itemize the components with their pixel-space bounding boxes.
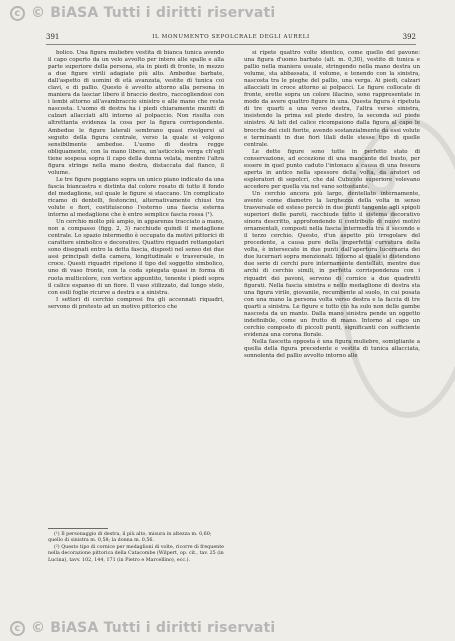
page-number-right: 392	[402, 33, 416, 41]
left-column	[48, 50, 224, 311]
right-column	[244, 50, 420, 360]
paragraph: bolico. Una figura muliebre vestita di bianca tunica avendo il capo coperto da un velo avvolto per intero alle spalle e alla parte superiore della persona, sta in piedi di fronte, in mezzo a due figure virili adagiate più alto. Ambedue barbate, dall'aspetto di uomini di età avanzata, vestite di tunica coi clavi, e di pallio. Questo è avvolto attorno alla persona in maniera da lasciar libero il braccio destro, raccogliendosi con i lembi attorno all'avambraccio sinistro e alle mano che resta nascosta. L'uomo di destra ha i piedi chiaramente muniti di calzari allacciati alti intorno al polpaccio. Non risulta con altrettanta evidenza la cosa per la figura corrispondente. Ambedue le figure laterali sembrano quasi rivolgersi al seguito della figura centrale, verso la quale si volgono sensibilmente ambedue. L'uomo di destra regge obliquamente, con la mano libera, un'asticciola verga ch'egli tiene sospesa sopra il capo della donna velata, mentre l'altra figura stringe nella mano destra, distaccata dal fianco, il volume.	[48, 50, 224, 176]
watermark-text: © BiASA Tutti i diritti riservati	[31, 5, 276, 21]
watermark-banner-top	[0, 2, 455, 24]
paragraph: Le dette figure sono tutte in perfetto stato di conservazione, ad eccezione di una mancante del busto, per essere in quel punto caduto l'intonaco a causa di una fessura aperta in antico nella spessore della volta, da aratori od esploratori di sepolcri, che dal Cubicolo superiore volevano accedere per quella via nel vano sottostante.	[244, 148, 420, 190]
footnote-rule	[48, 528, 108, 529]
header-rule	[46, 44, 416, 45]
watermark-banner-bottom	[0, 617, 455, 639]
running-header	[46, 30, 416, 44]
footnotes	[48, 532, 224, 564]
footnote: (²) Questo tipo di cornice per medaglioni di volte, ricorre di frequente nella decorazione pittorica della Catacombe (Wilpert, op. cit., tav. 25 (in Lucina), tavv. 102, 144, 171 (in Pietro e Marcellino), ecc.).	[48, 544, 225, 563]
running-title: IL MONUMENTO SEPOLCRALE DEGLI AURELI	[152, 34, 310, 40]
watermark-text: © BiASA Tutti i diritti riservati	[31, 620, 276, 636]
copyright-icon: c	[10, 6, 25, 21]
copyright-icon: c	[10, 621, 25, 636]
paragraph: I settori di cerchio compresi fra gli accennati riquadri, servono di pretesto ad un motivo pittorico che	[48, 296, 224, 310]
paragraph: si ripete quattro volte identico, come quello del pavone: una figura d'uomo barbato (alt. m. 0,30), vestito di tunica e pallio nella maniera usuale, stringendo nella mano destra un volume, sta abbassata, il volume, e tenendo con la sinistra, nascosta tra le pieghe del pallio, una verga. Ai piedi, calzari allacciati in croce attorno ai polpacci. Le figure collocate di fronte, erette sopra un colore lilacino, sono rappresentate in modo da avere quattro figure in una. Questa figura è ripetuta di tre quarti a una verso destra, l'altra verso sinistra, insistendo la prima sul piede destro, la seconda sul piede sinistro. Ai lati del calice ricompaiono dalla figura al capo le brocche dei cieli fiorite, avendo sostanzialmente da essi volute e terminanti in due fiori lilali delle stesse tipo di quelle centrale.	[244, 50, 420, 148]
stamp-text: DES	[356, 164, 402, 272]
footnote: (¹) Il personaggio di destra, il più alto, misura in altezza m. 0,60; quello di sinistra m. 0,58; la donna m. 0,56.	[48, 532, 212, 544]
paragraph: Le tre figure poggiano sopra un unico piano indicato da una fascia biancastra e distinta dal colore rosato di tutto il fondo del medaglione, sul quale le figure si staccano. Un complicato ricamo di dentelli, festoncini, alternativamente chiusi tra volute e fiori, costituiscono l'esterno una fascia esterna intorno al medaglione che è entro semplice fascia rossa (¹).	[48, 176, 224, 219]
page-number-left: 391	[46, 33, 60, 41]
paragraph: Un cerchio molto più ampio, in apparenza tracciato a mano, non a compasso (figg. 2, 3) racchiude quindi il medaglione centrale. Lo spazio intermedio è occupato da motivi pittorici di carattere simbolico e decorativo. Quattro riquadri rettangolari sono disegnati entro la detta fascia, disposti nel senso dei due assi principali della camera, longitudinale e trasversale, in croce. Questi riquadri ripetono il tipo del soggetto simbolico, uno di vaso fronte, con la coda spiegata quasi in forma di ruota multicolore, con vertice appuntito, tenente i piedi sopra il calice espanso di un fiore. Il vaso stilizzato, dal lungo stelo, con esili foglie ricurve a destra e a sinistra.	[48, 219, 224, 296]
paragraph: Un cerchio ancora più largo, dentellato internamente, avente come diametro la larghezza della volta in senso trasversale ed esteso perciò in due punti tangente agli spigoli superiori delle pareti, racchiude tutto il sistema decorativo sinora descritto, approfondendo il contributo di nuovi motivi ornamentali, composti nella fascia intermedia tra il secondo e il terzo cerchio. Questo, d'un aspetto più irregolare del precedente, a causa pure della imperfetta curvatura della volta, è intersecato in due punti dall'apertura lucernaria dei due lucernari sopra menzionati. Intorno al quale si distendono due serie di cerchi pure internamente dentellati, mentre due archi di cerchio simili, in perfetta corrispondenza con i riquadri dei pavoni, servono di cornice a due quadretti figurati. Nella fascia sinistra e nello medaglione di destra sta una figura virile, giovanile, recumbente al suolo, in cui posata con una mano la persona volta verso destra e la faccia di tre quarti a sinistra. Le figure e tutto ciò ha sulo non delle gambe nascosta da un manto. Dalla mano sinistra pende un oggetto indefinibile, come un frutto di mano. Intorno al capo un cerchio composto di piccoli punti, significanti con sufficiente evidenza una corona florale.	[244, 190, 420, 338]
paragraph: Nella fascetta opposta è una figura muliebre, somigliante a quella della figura precedente e vestita di tunica allacciata, sonnolenta del pallio avvolto intorno alle	[244, 338, 420, 360]
